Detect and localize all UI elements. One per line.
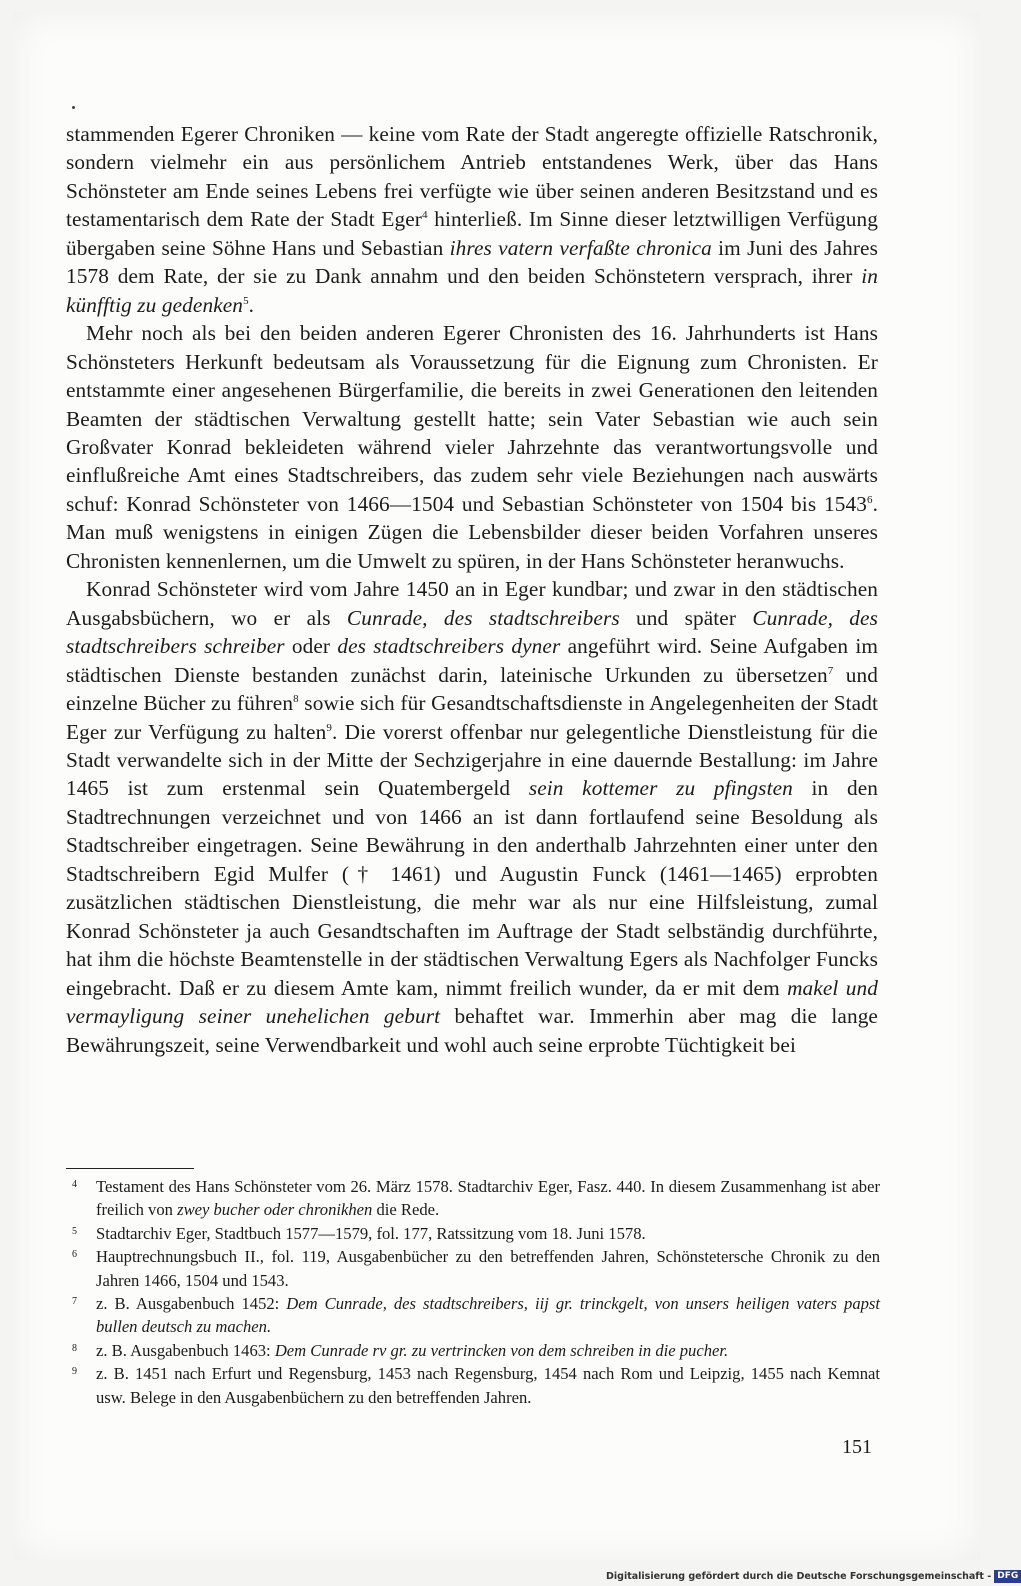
italic-quote: in künfftig zu gedenken — [66, 264, 878, 317]
text-run: z. B. 1451 nach Erfurt und Regensburg, 1453 nach Regensburg, 1454 nach Rom und Leipzig, 1455 nach Kemnat usw. Belege in den Ausgabenbüchern zu den betreffenden Jahren. — [96, 1364, 880, 1407]
footnote — [72, 1175, 880, 1222]
text-run: Mehr noch als bei den beiden anderen Egerer Chronisten des 16. Jahrhunderts ist Hans Schönsteters Herkunft bedeutsam als Voraussetzung für die Eignung zum Chronisten. Er entstammte einer angesehenen Bürgerfamilie, die bereits in zwei Generationen den leitenden Beamten der städtischen Verwaltung gestellt hatte; sein Vater Sebastian wie auch sein Großvater Konrad bekleideten während vieler Jahrzehnte das verantwortungsvolle und einflußreiche Amt eines Stadtschreibers, das zudem sehr viele Beziehungen nach auswärts schuf: Konrad Schönsteter von 1466—1504 und Sebastian Schönsteter von 1504 bis 1543 — [66, 321, 878, 516]
footnote — [72, 1245, 880, 1292]
digitization-credit — [606, 1568, 1021, 1584]
footnote-number: 7 — [72, 1296, 77, 1308]
text-run: hinterließ. Im Sinne dieser letztwilligen Verfügung übergaben seine Söhne Hans und Sebastian — [66, 207, 878, 260]
credit-text: Digitalisierung gefördert durch die Deutsche Forschungsgemeinschaft - — [606, 1570, 992, 1582]
footnote — [72, 1222, 880, 1245]
scan-speck — [72, 106, 75, 109]
italic-quote: Cunrade, des stadtschreibers — [346, 605, 620, 630]
text-run: in den Stadtrechnungen verzeichnet und von 1466 an ist dann fortlaufend seine Besoldung als Stadtschreiber eingetragen. Seine Bewährung in den anderthalb Jahrzehnten einer unter den Stadtschreibern Egid Mulfer († 1461) und Augustin Funck (1461—1465) erprobten zusätzlichen städtischen Dienstleistung, die mehr war als nur eine Hilfsleistung, zumal Konrad Schönsteter ja auch Gesandtschaften im Auftrage der Stadt selbständig durchführte, hat ihm die höchste Beamtenstelle in der städtischen Verwaltung Egers als Nachfolger Funcks eingebracht. Daß er zu diesem Amte kam, nimmt freilich wunder, da er mit dem — [66, 776, 878, 1000]
text-run: behaftet war. Immerhin aber mag die lange Bewährungszeit, seine Verwendbarkeit und wohl auch seine erprobte Tüchtigkeit bei — [66, 1004, 878, 1057]
text-run: im Juni des Jahres 1578 dem Rate, der sie zu Dank annahm und den beiden Schönstetern versprach, ihrer — [66, 235, 878, 289]
text-run: angeführt wird. Seine Aufgaben im städtischen Dienste bestanden zunächst darin, lateinische Urkunden zu übersetzen — [66, 634, 879, 687]
text-run: die Rede. — [372, 1200, 440, 1220]
italic-quote: zwey bucher oder chronikhen — [177, 1200, 373, 1220]
text-run: Stadtarchiv Eger, Stadtbuch 1577—1579, fol. 177, Ratssitzung vom 18. Juni 1578. — [96, 1223, 646, 1243]
text-run: und später — [619, 605, 753, 630]
text-run: und einzelne Bücher zu führen — [66, 662, 878, 716]
italic-quote: makel und vermayligung seiner unehelichen geburt — [66, 975, 878, 1029]
text-run: . Man muß wenigstens in einigen Zügen die Lebensbilder dieser beiden Vorfahren unseres Chronisten kennenlernen, um die Umwelt zu spüren, in der Hans Schönsteter heranwuchs. — [66, 491, 878, 573]
main-text — [66, 120, 878, 1059]
dfg-logo: DFG — [994, 1570, 1021, 1583]
text-run: Testament des Hans Schönsteter vom 26. März 1578. Stadtarchiv Eger, Fasz. 440. In diesem Zusammenhang ist aber freilich von — [96, 1177, 880, 1220]
text-run: Hauptrechnungsbuch II., fol. 119, Ausgabenbücher zu den betreffenden Jahren, Schönstetersche Chronik zu den Jahren 1466, 1504 und 1543. — [96, 1247, 880, 1290]
footnote-ref: 4 — [421, 209, 428, 222]
footnote-number: 5 — [72, 1225, 77, 1237]
footnote — [72, 1339, 880, 1362]
footnote-ref: 6 — [866, 493, 873, 506]
italic-quote: sein kottemer zu pfingsten — [528, 776, 793, 801]
italic-quote: Dem Cunrade rv gr. zu vertrincken von dem schreiben in die pucher. — [274, 1340, 729, 1360]
footnote-ref: 8 — [293, 692, 299, 705]
footnote — [72, 1292, 880, 1339]
footnote-number: 6 — [72, 1249, 77, 1261]
text-run: z. B. Ausgabenbuch 1463: — [96, 1340, 275, 1360]
italic-quote: des stadtschreibers dyner — [337, 634, 561, 659]
footnote-separator — [66, 1168, 194, 1169]
footnote-ref: 9 — [326, 721, 332, 734]
text-run: . Die vorerst offenbar nur gelegentliche Dienstleistung für die Stadt verwandelte sich in der Mitte der Sechzigerjahre in eine dauernde Bestallung: im Jahre 1465 ist zum erstenmal sein Quatembergeld — [66, 719, 878, 801]
text-run: sowie sich für Gesandtschaftsdienste in Angelegenheiten der Stadt Eger zur Verfügung zu halten — [66, 691, 878, 744]
paragraph — [66, 575, 878, 1059]
text-run: stammenden Egerer Chroniken — keine vom Rate der Stadt angeregte offizielle Ratschronik, sondern vielmehr ein aus persönlichem Antrieb entstandenes Werk, über das Hans Schönsteter am Ende seines Lebens frei verfügte wie über seinen anderen Besitzstand und es testamentarisch dem Rate der Stadt Eger — [66, 122, 878, 232]
paragraph — [66, 120, 878, 319]
page-number: 151 — [842, 1436, 872, 1458]
paragraph — [66, 319, 878, 575]
italic-quote: Dem Cunrade, des stadtschreibers, iij gr. trinckgelt, von unsers heiligen vaters papst bullen deutsch zu machen. — [96, 1294, 880, 1337]
text-run: . — [248, 292, 255, 317]
text-run: Konrad Schönsteter wird vom Jahre 1450 an in Eger kundbar; und zwar in den städtischen Ausgabsbüchern, wo er als — [66, 577, 878, 630]
footnote-number: 4 — [72, 1179, 77, 1190]
footnote — [72, 1362, 880, 1409]
footnotes — [72, 1175, 880, 1409]
italic-quote: Cunrade, des stadtschreibers schreiber — [66, 605, 878, 659]
footnote-ref: 5 — [243, 294, 249, 307]
text-run: z. B. Ausgabenbuch 1452: — [96, 1294, 287, 1314]
italic-quote: ihres vatern verfaßte chronica — [449, 235, 712, 260]
footnote-number: 8 — [72, 1342, 77, 1354]
text-run: oder — [284, 634, 338, 659]
footnote-number: 9 — [72, 1366, 77, 1378]
footnote-ref: 7 — [827, 664, 834, 677]
